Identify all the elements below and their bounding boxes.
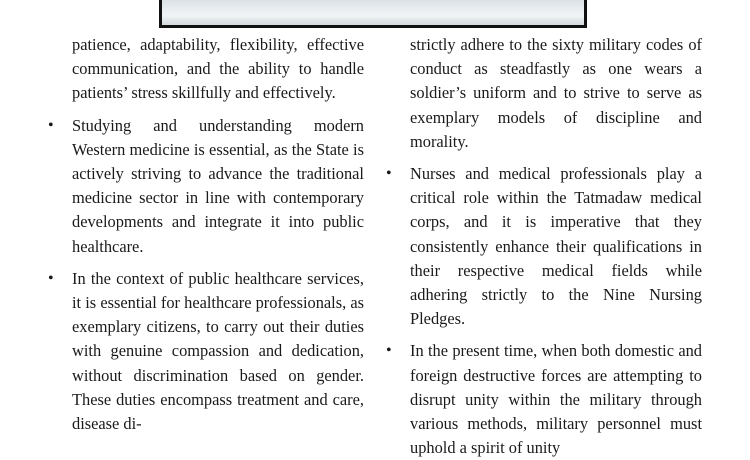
paragraph-continuation: patience, adaptability, flexibility, effective communication, and the ability to handle patients’ stress skillfully and effectively. — [72, 35, 364, 103]
left-column — [72, 33, 364, 444]
bullet-item-military-unity: • In the present time, when both domestic and foreign destructive forces are attempting to disrupt unity within the military through various methods, military personnel must uphold a spirit of unity — [410, 339, 702, 460]
bullet-item-public-healthcare: • In the context of public healthcare services, it is essential for healthcare professionals, as exemplary citizens, to carry out their duties with genuine compassion and dedication, without discrimination based on gender. These duties encompass treatment and care, disease di- — [72, 267, 364, 436]
photo-haze — [162, 15, 584, 25]
right-column — [410, 33, 702, 460]
bullet-item-western-medicine: • Studying and understanding modern Western medicine is essential, as the State is actively striving to advance the traditional medicine sector in line with contemporary developments and integrate it into public healthcare. — [72, 114, 364, 259]
bullet-item-nursing-pledges: • Nurses and medical professionals play a critical role within the Tatmadaw medical corps, and it is imperative that they consistently enhance their qualifications in their respective medical fields while adhering strictly to the Nine Nursing Pledges. — [410, 162, 702, 331]
header-photo — [159, 0, 587, 28]
paragraph-continuation: strictly adhere to the sixty military codes of conduct as steadfastly as one wears a soldier’s uniform and to strive to serve as exemplary models of discipline and morality. — [410, 35, 702, 151]
